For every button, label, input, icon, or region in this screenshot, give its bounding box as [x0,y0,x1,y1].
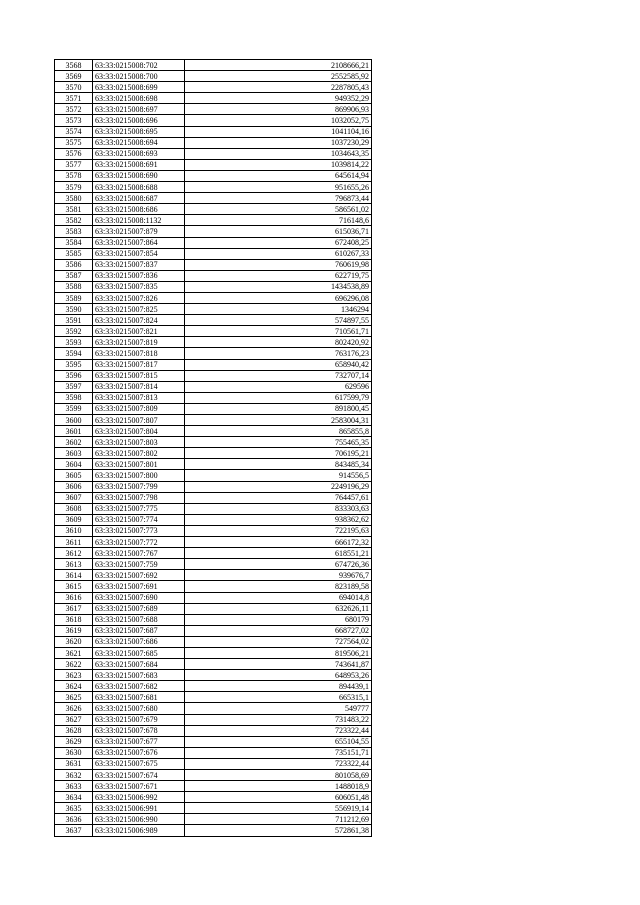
table-row [55,315,372,326]
value-cell: 1041104,16 [185,126,372,137]
cadastral-number-cell: 63:33:0215008:1132 [93,215,185,226]
table-row [55,747,372,758]
value-cell: 549777 [185,703,372,714]
table-row [55,204,372,215]
row-number-cell: 3629 [55,736,93,747]
table-row [55,792,372,803]
cadastral-number-cell: 63:33:0215006:989 [93,825,185,836]
table-row [55,625,372,636]
row-number-cell: 3633 [55,781,93,792]
row-number-cell: 3589 [55,292,93,303]
value-cell: 939676,7 [185,570,372,581]
row-number-cell: 3572 [55,104,93,115]
table-row [55,82,372,93]
table-row [55,71,372,82]
table-row [55,492,372,503]
cadastral-number-cell: 63:33:0215007:814 [93,381,185,392]
cadastral-number-cell: 63:33:0215006:992 [93,792,185,803]
table-row [55,215,372,226]
row-number-cell: 3617 [55,603,93,614]
row-number-cell: 3583 [55,226,93,237]
cadastral-number-cell: 63:33:0215007:679 [93,714,185,725]
value-cell: 723322,44 [185,758,372,769]
row-number-cell: 3620 [55,636,93,647]
row-number-cell: 3604 [55,459,93,470]
cadastral-number-cell: 63:33:0215007:674 [93,770,185,781]
row-number-cell: 3584 [55,237,93,248]
value-cell: 574897,55 [185,315,372,326]
cadastral-number-cell: 63:33:0215008:702 [93,60,185,71]
cadastral-number-cell: 63:33:0215008:688 [93,182,185,193]
table-row [55,392,372,403]
row-number-cell: 3608 [55,503,93,514]
value-cell: 710561,71 [185,326,372,337]
row-number-cell: 3606 [55,481,93,492]
cadastral-number-cell: 63:33:0215007:807 [93,415,185,426]
cadastral-number-cell: 63:33:0215008:694 [93,137,185,148]
table-row [55,459,372,470]
cadastral-number-cell: 63:33:0215008:697 [93,104,185,115]
value-cell: 716148,6 [185,215,372,226]
table-row [55,292,372,303]
table-row [55,304,372,315]
cadastral-number-cell: 63:33:0215008:687 [93,193,185,204]
cadastral-number-cell: 63:33:0215007:671 [93,781,185,792]
row-number-cell: 3576 [55,148,93,159]
value-cell: 674726,36 [185,559,372,570]
row-number-cell: 3618 [55,614,93,625]
table-row [55,359,372,370]
value-cell: 938362,62 [185,514,372,525]
table-row [55,725,372,736]
cadastral-value-table [54,59,372,837]
cadastral-number-cell: 63:33:0215007:799 [93,481,185,492]
cadastral-number-cell: 63:33:0215007:879 [93,226,185,237]
cadastral-number-cell: 63:33:0215007:691 [93,581,185,592]
cadastral-number-cell: 63:33:0215007:854 [93,248,185,259]
row-number-cell: 3607 [55,492,93,503]
cadastral-number-cell: 63:33:0215007:687 [93,625,185,636]
cadastral-number-cell: 63:33:0215008:693 [93,148,185,159]
value-cell: 711212,69 [185,814,372,825]
table-row [55,481,372,492]
cadastral-number-cell: 63:33:0215008:686 [93,204,185,215]
row-number-cell: 3574 [55,126,93,137]
row-number-cell: 3581 [55,204,93,215]
value-cell: 823189,58 [185,581,372,592]
value-cell: 1034643,35 [185,148,372,159]
cadastral-number-cell: 63:33:0215007:798 [93,492,185,503]
cadastral-number-cell: 63:33:0215007:803 [93,437,185,448]
value-cell: 2249196,29 [185,481,372,492]
table-row [55,758,372,769]
table-row [55,115,372,126]
value-cell: 760619,98 [185,259,372,270]
table-row [55,148,372,159]
row-number-cell: 3612 [55,548,93,559]
row-number-cell: 3626 [55,703,93,714]
row-number-cell: 3624 [55,681,93,692]
table-row [55,448,372,459]
cadastral-number-cell: 63:33:0215007:824 [93,315,185,326]
table-row [55,370,372,381]
value-cell: 629596 [185,381,372,392]
value-cell: 572861,38 [185,825,372,836]
row-number-cell: 3602 [55,437,93,448]
value-cell: 680179 [185,614,372,625]
row-number-cell: 3595 [55,359,93,370]
value-cell: 618551,21 [185,548,372,559]
cadastral-number-cell: 63:33:0215007:772 [93,537,185,548]
row-number-cell: 3625 [55,692,93,703]
row-number-cell: 3614 [55,570,93,581]
cadastral-number-cell: 63:33:0215007:688 [93,614,185,625]
table-row [55,137,372,148]
cadastral-number-cell: 63:33:0215007:773 [93,525,185,536]
table-row [55,781,372,792]
value-cell: 606051,48 [185,792,372,803]
cadastral-number-cell: 63:33:0215007:677 [93,736,185,747]
value-cell: 658940,42 [185,359,372,370]
cadastral-number-cell: 63:33:0215007:775 [93,503,185,514]
row-number-cell: 3577 [55,159,93,170]
value-cell: 802420,92 [185,337,372,348]
row-number-cell: 3596 [55,370,93,381]
value-cell: 755465,35 [185,437,372,448]
value-cell: 610267,33 [185,248,372,259]
cadastral-number-cell: 63:33:0215008:696 [93,115,185,126]
row-number-cell: 3598 [55,392,93,403]
cadastral-number-cell: 63:33:0215007:690 [93,592,185,603]
row-number-cell: 3601 [55,426,93,437]
value-cell: 672408,25 [185,237,372,248]
value-cell: 666172,32 [185,537,372,548]
table-row [55,514,372,525]
row-number-cell: 3600 [55,415,93,426]
cadastral-number-cell: 63:33:0215007:835 [93,281,185,292]
row-number-cell: 3634 [55,792,93,803]
table-row [55,159,372,170]
table-row [55,237,372,248]
value-cell: 615036,71 [185,226,372,237]
table-row [55,692,372,703]
value-cell: 1039814,22 [185,159,372,170]
row-number-cell: 3637 [55,825,93,836]
cadastral-number-cell: 63:33:0215007:683 [93,670,185,681]
row-number-cell: 3599 [55,403,93,414]
value-cell: 665315,1 [185,692,372,703]
value-cell: 586561,02 [185,204,372,215]
row-number-cell: 3609 [55,514,93,525]
row-number-cell: 3636 [55,814,93,825]
row-number-cell: 3588 [55,281,93,292]
cadastral-number-cell: 63:33:0215008:698 [93,93,185,104]
cadastral-number-cell: 63:33:0215007:759 [93,559,185,570]
table-row [55,182,372,193]
row-number-cell: 3570 [55,82,93,93]
table-row [55,581,372,592]
value-cell: 1488018,9 [185,781,372,792]
table-row [55,337,372,348]
value-cell: 648953,26 [185,670,372,681]
value-cell: 668727,02 [185,625,372,636]
row-number-cell: 3603 [55,448,93,459]
table-body [55,60,372,837]
cadastral-number-cell: 63:33:0215007:818 [93,348,185,359]
table-row [55,670,372,681]
cadastral-number-cell: 63:33:0215007:821 [93,326,185,337]
table-row [55,326,372,337]
value-cell: 2108666,21 [185,60,372,71]
cadastral-number-cell: 63:33:0215007:684 [93,659,185,670]
table-row [55,647,372,658]
row-number-cell: 3621 [55,647,93,658]
value-cell: 891800,45 [185,403,372,414]
table-row [55,126,372,137]
row-number-cell: 3627 [55,714,93,725]
value-cell: 1032052,75 [185,115,372,126]
row-number-cell: 3590 [55,304,93,315]
table-row [55,270,372,281]
table-row [55,170,372,181]
cadastral-number-cell: 63:33:0215007:767 [93,548,185,559]
value-cell: 2552585,92 [185,71,372,82]
cadastral-number-cell: 63:33:0215007:817 [93,359,185,370]
row-number-cell: 3587 [55,270,93,281]
table-row [55,348,372,359]
row-number-cell: 3593 [55,337,93,348]
table-row [55,714,372,725]
row-number-cell: 3632 [55,770,93,781]
row-number-cell: 3592 [55,326,93,337]
cadastral-number-cell: 63:33:0215007:813 [93,392,185,403]
table-row [55,437,372,448]
cadastral-number-cell: 63:33:0215007:682 [93,681,185,692]
value-cell: 819506,21 [185,647,372,658]
row-number-cell: 3571 [55,93,93,104]
value-cell: 622719,75 [185,270,372,281]
value-cell: 763176,23 [185,348,372,359]
cadastral-number-cell: 63:33:0215007:692 [93,570,185,581]
value-cell: 694014,8 [185,592,372,603]
value-cell: 951655,26 [185,182,372,193]
cadastral-number-cell: 63:33:0215007:809 [93,403,185,414]
cadastral-number-cell: 63:33:0215007:864 [93,237,185,248]
row-number-cell: 3623 [55,670,93,681]
row-number-cell: 3619 [55,625,93,636]
table-row [55,537,372,548]
value-cell: 796873,44 [185,193,372,204]
value-cell: 645614,94 [185,170,372,181]
cadastral-number-cell: 63:33:0215007:804 [93,426,185,437]
table-row [55,681,372,692]
table-row [55,193,372,204]
table-row [55,703,372,714]
row-number-cell: 3628 [55,725,93,736]
table-row [55,825,372,836]
row-number-cell: 3579 [55,182,93,193]
value-cell: 735151,71 [185,747,372,758]
table-row [55,603,372,614]
cadastral-number-cell: 63:33:0215008:690 [93,170,185,181]
cadastral-number-cell: 63:33:0215006:990 [93,814,185,825]
value-cell: 914556,5 [185,470,372,481]
value-cell: 1434538,89 [185,281,372,292]
cadastral-number-cell: 63:33:0215007:676 [93,747,185,758]
value-cell: 1346294 [185,304,372,315]
table-row [55,659,372,670]
row-number-cell: 3582 [55,215,93,226]
cadastral-number-cell: 63:33:0215007:825 [93,304,185,315]
row-number-cell: 3605 [55,470,93,481]
value-cell: 722195,63 [185,525,372,536]
table-row [55,281,372,292]
table-row [55,570,372,581]
value-cell: 732707,14 [185,370,372,381]
table-row [55,426,372,437]
cadastral-number-cell: 63:33:0215007:815 [93,370,185,381]
table-row [55,814,372,825]
cadastral-number-cell: 63:33:0215007:685 [93,647,185,658]
cadastral-number-cell: 63:33:0215007:802 [93,448,185,459]
row-number-cell: 3611 [55,537,93,548]
value-cell: 556919,14 [185,803,372,814]
row-number-cell: 3575 [55,137,93,148]
row-number-cell: 3615 [55,581,93,592]
row-number-cell: 3631 [55,758,93,769]
value-cell: 1037230,29 [185,137,372,148]
row-number-cell: 3616 [55,592,93,603]
cadastral-number-cell: 63:33:0215008:691 [93,159,185,170]
cadastral-number-cell: 63:33:0215007:819 [93,337,185,348]
cadastral-number-cell: 63:33:0215007:826 [93,292,185,303]
table-row [55,803,372,814]
table-row [55,614,372,625]
row-number-cell: 3630 [55,747,93,758]
value-cell: 617599,79 [185,392,372,403]
row-number-cell: 3568 [55,60,93,71]
table-row [55,548,372,559]
value-cell: 801058,69 [185,770,372,781]
cadastral-number-cell: 63:33:0215008:700 [93,71,185,82]
value-cell: 833303,63 [185,503,372,514]
table-row [55,503,372,514]
row-number-cell: 3594 [55,348,93,359]
row-number-cell: 3573 [55,115,93,126]
row-number-cell: 3580 [55,193,93,204]
cadastral-number-cell: 63:33:0215007:774 [93,514,185,525]
cadastral-number-cell: 63:33:0215007:678 [93,725,185,736]
table-row [55,104,372,115]
table-row [55,592,372,603]
table-row [55,403,372,414]
value-cell: 706195,21 [185,448,372,459]
table-row [55,381,372,392]
row-number-cell: 3569 [55,71,93,82]
row-number-cell: 3635 [55,803,93,814]
cadastral-number-cell: 63:33:0215007:675 [93,758,185,769]
cadastral-number-cell: 63:33:0215007:801 [93,459,185,470]
cadastral-number-cell: 63:33:0215008:699 [93,82,185,93]
cadastral-number-cell: 63:33:0215007:836 [93,270,185,281]
table-row [55,60,372,71]
value-cell: 949352,29 [185,93,372,104]
cadastral-number-cell: 63:33:0215007:686 [93,636,185,647]
table-row [55,770,372,781]
value-cell: 764457,61 [185,492,372,503]
table-row [55,525,372,536]
cadastral-number-cell: 63:33:0215007:837 [93,259,185,270]
cadastral-number-cell: 63:33:0215007:680 [93,703,185,714]
table-row [55,415,372,426]
value-cell: 843485,34 [185,459,372,470]
cadastral-number-cell: 63:33:0215007:689 [93,603,185,614]
row-number-cell: 3613 [55,559,93,570]
table-row [55,559,372,570]
row-number-cell: 3622 [55,659,93,670]
value-cell: 696296,08 [185,292,372,303]
cadastral-number-cell: 63:33:0215006:991 [93,803,185,814]
table-row [55,470,372,481]
value-cell: 632626,11 [185,603,372,614]
value-cell: 731483,22 [185,714,372,725]
value-cell: 2583004,31 [185,415,372,426]
table-row [55,736,372,747]
value-cell: 727564,02 [185,636,372,647]
cadastral-number-cell: 63:33:0215007:681 [93,692,185,703]
cadastral-number-cell: 63:33:0215008:695 [93,126,185,137]
table-row [55,259,372,270]
cadastral-number-cell: 63:33:0215007:800 [93,470,185,481]
row-number-cell: 3586 [55,259,93,270]
value-cell: 894439,1 [185,681,372,692]
row-number-cell: 3578 [55,170,93,181]
row-number-cell: 3597 [55,381,93,392]
table-row [55,248,372,259]
value-cell: 723322,44 [185,725,372,736]
value-cell: 743641,87 [185,659,372,670]
value-cell: 869906,93 [185,104,372,115]
value-cell: 655104,55 [185,736,372,747]
row-number-cell: 3591 [55,315,93,326]
table-row [55,226,372,237]
row-number-cell: 3585 [55,248,93,259]
value-cell: 865855,8 [185,426,372,437]
row-number-cell: 3610 [55,525,93,536]
table-row [55,636,372,647]
table-row [55,93,372,104]
value-cell: 2287805,43 [185,82,372,93]
